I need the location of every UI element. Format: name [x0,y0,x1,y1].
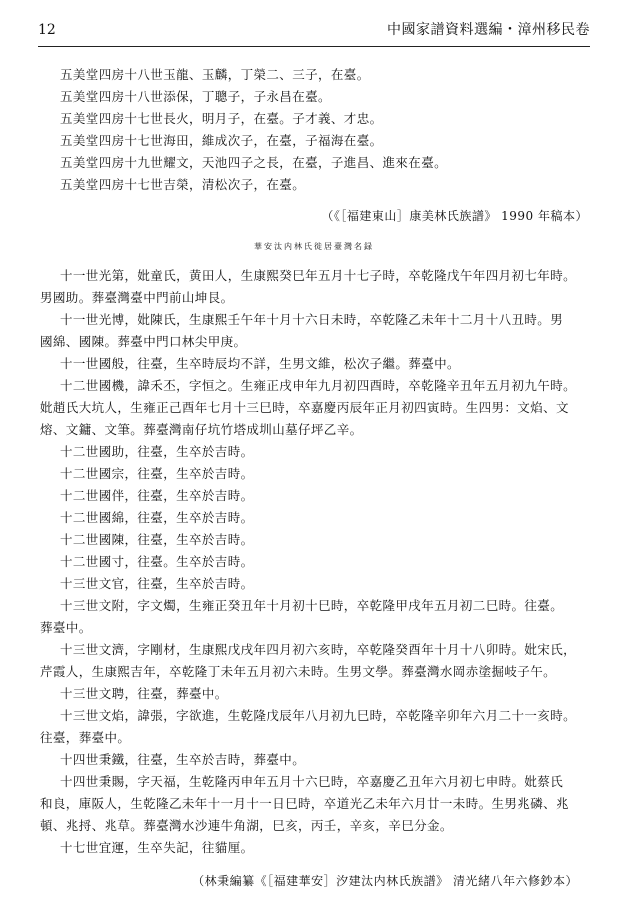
entry-line: 五美堂四房十八世添保，丁聰子，子永昌在臺。 [60,89,331,104]
page-number: 12 [38,22,56,38]
body-line: 和良，庫阪人，生乾隆乙未年十一月十一日巳時，卒道光乙未年六月廿一未時。生男兆磷、兆 [40,796,569,811]
body-line: 十二世國助，往臺，生卒於吉時。 [60,444,254,459]
body-line: 十三世文附，字文燭，生雍正癸丑年十月初十巳時，卒乾隆甲戌年五月初二巳時。往臺。 [60,598,564,613]
entry-line: 五美堂四房十九世耀文，天池四子之長，在臺，子進昌、進來在臺。 [60,155,448,170]
body-line: 十三世文濟，字剛材，生康熙戊戌年四月初六亥時，卒乾隆癸酉年十月十八卯時。妣宋氏， [60,642,577,657]
body-line: 十三世文聘，往臺，葬臺中。 [60,686,228,701]
running-title: 中國家譜資料選編・漳州移民卷 [387,22,590,38]
body-line: 十三世文官，往臺，生卒於吉時。 [60,576,254,591]
body-line: 十四世秉鐵，往臺，生卒於吉時，葬臺中。 [60,752,306,767]
body-line: 頓、兆捋、兆草。葬臺灣水沙連牛角湖，巳亥，丙壬，辛亥，辛巳分金。 [40,818,453,833]
body-line: 男國助。葬臺灣臺中門前山坤艮。 [40,290,234,305]
body-line: 葬臺中。 [40,620,92,635]
body-line: 十二世國綿，往臺，生卒於吉時。 [60,510,254,525]
body-line: 十一世光博，妣陳氏，生康熙壬午年十月十六日未時，卒乾隆乙未年十二月十八丑時。男 [60,312,564,327]
body-line: 芹霞人，生康熙吉年，卒乾隆丁未年五月初六未時。生男文學。葬臺灣水岡赤塗掘岐子午。 [40,664,557,679]
body-line: 十七世宜運，生卒失記，往貓厘。 [60,840,254,855]
body-line: 十二世國寸，往臺。生卒於吉時。 [60,554,254,569]
body-line: 十一世光第，妣童氏，黄田人，生康熙癸巳年五月十七子時，卒乾隆戊午年四月初七年時。 [60,268,577,283]
header-rule [38,46,590,47]
body-line: 十一世國般，往臺，生卒時辰均不詳，生男文維，松次子繼。葬臺中。 [60,356,460,371]
section-title: 華安汰内林氏徙居臺灣名録 [254,242,374,251]
body-line: 妣趙氏大坑人，生雍正己酉年七月十三巳時，卒嘉慶丙辰年正月初四寅時。生四男：文焰、文 [40,400,569,415]
entry-line: 五美堂四房十八世玉龍、玉麟，丁榮二、三子，在臺。 [60,67,370,82]
page-header [38,18,590,42]
body-line: 十二世國宗，往臺，生卒於吉時。 [60,466,254,481]
body-line: 十四世秉賜，字天福，生乾隆丙申年五月十六巳時，卒嘉慶乙丑年六月初七申時。妣蔡氏 [60,774,564,789]
body-line: 熔、文鏞、文筆。葬臺灣南仔坑竹塔成圳山墓仔坪乙辛。 [40,422,363,437]
entry-line: 五美堂四房十七世海田，維成次子，在臺，子福海在臺。 [60,133,383,148]
body-line: 十二世國伴，往臺，生卒於吉時。 [60,488,254,503]
source-citation: （《［福建東山］康美林氏族譜》 1990 年稿本） [321,209,588,223]
body-line: 十二世國機，諱禾丕，字恒之。生雍正戌申年九月初四酉時，卒乾隆辛丑年五月初九午時。 [60,378,577,393]
body-line: 往臺，葬臺中。 [40,730,131,745]
body-line: 十三世文焰，諱張，字欲進，生乾隆戊辰年八月初九巳時，卒乾隆辛卯年六月二十一亥時。 [60,708,577,723]
body-line: 國綿、國陳。葬臺中門口林尖甲庚。 [40,334,247,349]
source-citation: （林秉編纂《［福建華安］汐建汰内林氏族譜》 清光緒八年六修鈔本） [192,874,578,888]
body-line: 十二世國陳，往臺，生卒於吉時。 [60,532,254,547]
entry-line: 五美堂四房十七世長火，明月子，在臺。子才義、才忠。 [60,111,383,126]
entry-line: 五美堂四房十七世吉榮，清松次子，在臺。 [60,177,306,192]
